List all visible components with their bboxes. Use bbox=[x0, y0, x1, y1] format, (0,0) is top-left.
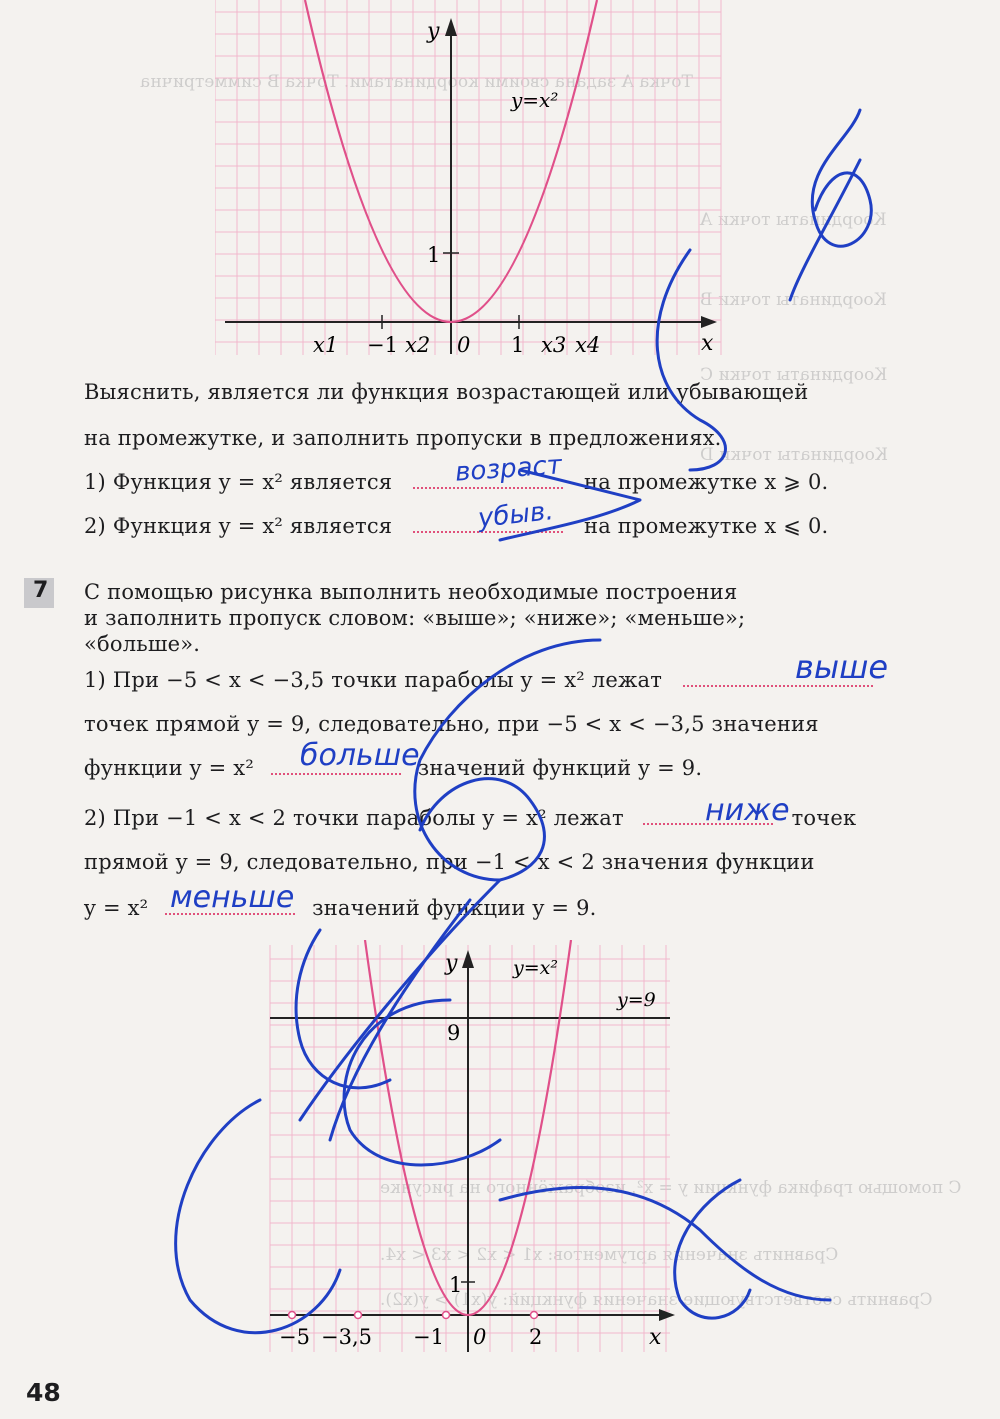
task6-item-1-prefix: 1) Функция y = x² является bbox=[84, 470, 393, 494]
bottom-x-axis-label: x bbox=[649, 1325, 662, 1350]
handwritten-answer-5: ниже bbox=[705, 793, 790, 828]
task7-p1-line-2: точек прямой y = 9, следовательно, при −5 < x < −3,5 значения bbox=[84, 712, 819, 736]
task6-line-2: на промежутке, и заполнить пропуски в предложениях. bbox=[84, 426, 722, 450]
scribble-left-hook bbox=[296, 930, 390, 1088]
top-tick-one: 1 bbox=[427, 243, 441, 267]
bleed-through-text-3: Координаты точки B bbox=[700, 290, 887, 310]
bottom-tick-one: 1 bbox=[449, 1273, 463, 1297]
task7-p2-text-1a: 2) При −1 < x < 2 точки параболы y = x² лежат bbox=[84, 806, 624, 830]
bottom-label-zero: 0 bbox=[473, 1325, 487, 1349]
handwritten-answer-4: больше bbox=[300, 738, 420, 773]
top-label-x4: x4 bbox=[575, 333, 601, 357]
task7-intro-2: и заполнить пропуск словом: «выше»; «ниже»; «меньше»; bbox=[84, 606, 746, 630]
top-function-label: y=x² bbox=[511, 88, 559, 112]
task7-p2-text-1b: точек bbox=[791, 806, 857, 830]
task7-p2-text-3b: значений функции y = 9. bbox=[312, 896, 597, 920]
top-label-x2: x2 bbox=[405, 333, 431, 357]
top-label-zero: 0 bbox=[457, 333, 471, 357]
page-number: 48 bbox=[26, 1378, 61, 1407]
bleed-through-text-4: Координаты точки C bbox=[700, 365, 888, 385]
bleed-through-text-2: Координаты точки A bbox=[700, 210, 887, 230]
bottom-label-minus-three-five: −3,5 bbox=[321, 1325, 372, 1349]
task7-p1-text-3b: значений функций y = 9. bbox=[417, 756, 703, 780]
bottom-label-minus-one: −1 bbox=[413, 1325, 444, 1349]
task7-p1-text-1: 1) При −5 < x < −3,5 точки параболы y = x² лежат bbox=[84, 668, 663, 692]
bleed-through-text-5: Координаты точки D bbox=[700, 445, 888, 465]
scribble-top-right-loop bbox=[812, 110, 871, 246]
task7-intro-3: «больше». bbox=[84, 632, 201, 656]
handwritten-answer-3: выше bbox=[795, 648, 889, 686]
bottom-function-label: y=x² bbox=[513, 957, 558, 979]
task7-number: 7 bbox=[33, 578, 49, 603]
task7-p1-text-3a: функции y = x² bbox=[84, 756, 254, 780]
bottom-label-minus-five: −5 bbox=[279, 1325, 310, 1349]
task7-p2-text-3a: y = x² bbox=[84, 896, 149, 920]
task6-item-2-prefix: 2) Функция y = x² является bbox=[84, 514, 393, 538]
handwritten-answer-2: убыв. bbox=[476, 496, 555, 534]
bottom-line-label: y=9 bbox=[617, 989, 656, 1011]
bottom-tick-nine: 9 bbox=[447, 1021, 461, 1045]
scribble-top-right-stroke bbox=[790, 160, 860, 300]
top-label-x3: x3 bbox=[541, 333, 567, 357]
bleed-through-text-1: Точка A задана своими координатами. Точка B симметрична bbox=[140, 72, 693, 92]
top-label-x1: x1 bbox=[313, 333, 339, 357]
top-label-one: 1 bbox=[511, 333, 525, 357]
top-label-minus-one: −1 bbox=[367, 333, 398, 357]
bottom-y-axis-label: y bbox=[445, 951, 458, 976]
handwritten-answer-1: возраст bbox=[454, 450, 563, 488]
bleed-through-text-7: Сравнить значения аргументов: x1 < x2 < x3 < x4. bbox=[380, 1245, 839, 1265]
task6-item-1-suffix: на промежутке x ⩾ 0. bbox=[584, 470, 829, 494]
top-x-axis-label: x bbox=[701, 331, 714, 356]
task6-line-1: Выяснить, является ли функция возрастающей или убывающей bbox=[84, 380, 809, 404]
task7-p2-line-2: прямой y = 9, следовательно, при −1 < x < 2 значения функции bbox=[84, 850, 815, 874]
scribble-long-diag-2 bbox=[330, 900, 470, 1140]
bleed-through-text-6: С помощью графика функции y = x², изображённого на рисунке bbox=[380, 1178, 962, 1198]
handwritten-answer-6: меньше bbox=[170, 880, 295, 915]
task6-item-2-suffix: на промежутке x ⩽ 0. bbox=[584, 514, 829, 538]
task7-intro-1: С помощью рисунка выполнить необходимые построения bbox=[84, 580, 738, 604]
scribble-bottom-right-loop bbox=[344, 1000, 500, 1165]
bleed-through-text-8: Сравнить соответствующие значения функций: y(x1) > y(x2). bbox=[380, 1290, 933, 1310]
top-y-axis-label: y bbox=[427, 19, 440, 44]
scribble-bottom-right-curve bbox=[675, 1180, 750, 1318]
scribble-mid-arc bbox=[657, 250, 725, 470]
scribble-bottom-left-curve bbox=[176, 1100, 340, 1333]
bottom-label-two: 2 bbox=[529, 1325, 543, 1349]
scribble-bottom-sweep bbox=[500, 1188, 830, 1300]
scribble-middle-loop bbox=[415, 640, 600, 880]
